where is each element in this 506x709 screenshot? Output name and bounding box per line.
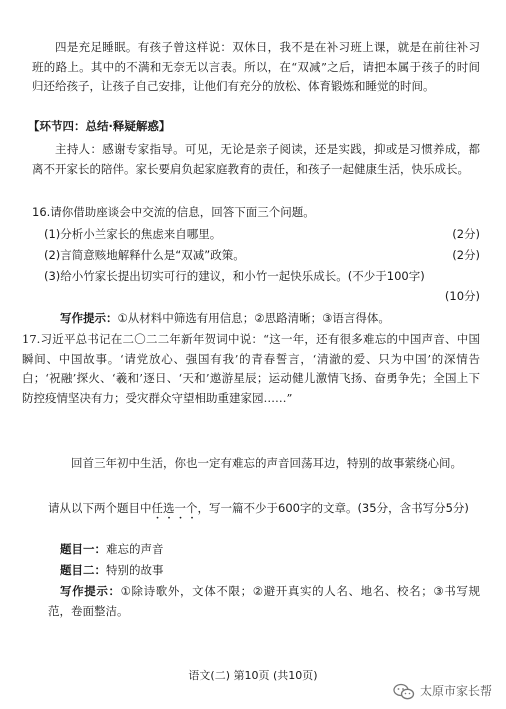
q16-item-2-text: (2)言简意赅地解释什么是“双减”政策。 bbox=[44, 248, 245, 262]
q16-item-1 bbox=[44, 225, 480, 245]
section4-heading: 【环节四：总结·释疑解惑】 bbox=[28, 119, 171, 133]
q17-instr-emphasis: 任选一个 bbox=[151, 501, 198, 515]
watermark bbox=[393, 682, 492, 702]
q17-title2-text: 特别的故事 bbox=[106, 563, 164, 577]
q16-item-3 bbox=[44, 267, 480, 306]
q17-title1-text: 难忘的声音 bbox=[106, 542, 164, 556]
q16-item-1-text: (1)分析小兰家长的焦虑来自哪里。 bbox=[44, 227, 222, 241]
q17-title2-label: 题目二： bbox=[60, 563, 106, 577]
q16-tip-label: 写作提示： bbox=[60, 311, 118, 325]
wechat-icon bbox=[393, 683, 415, 701]
q16-writing-tip bbox=[60, 309, 480, 329]
q17-tip-label: 写作提示： bbox=[60, 584, 121, 598]
q16-tip-text: ①从材料中筛选有用信息；②思路清晰；③语言得体。 bbox=[117, 311, 390, 325]
q16-stem: 16.请你借助座谈会中交流的信息，回答下面三个问题。 bbox=[32, 205, 315, 219]
section4-paragraph: 主持人：感谢专家指导。可见，无论是亲子阅读，还是实践，抑或是习惯养成，都离不开家长的陪伴。家长要肩负起家庭教育的责任，和孩子一起健康生活，快乐成长。 bbox=[32, 142, 480, 176]
q17-title-2 bbox=[60, 561, 480, 581]
q16-item-3-score: (10分) bbox=[444, 288, 480, 303]
q17-writing-tip bbox=[48, 582, 480, 621]
watermark-text: 太原市家长帮 bbox=[419, 684, 492, 698]
section3-paragraph: 四是充足睡眠。有孩子曾这样说：双休日，我不是在补习班上课，就是在前往补习班的路上。其中的不满和无奈无以言表。所以，在“双减”之后，请把本属于孩子的时间归还给孩子，让孩子自己安排，让他们有充分的放松、体育锻炼和睡觉的时间。 bbox=[32, 40, 480, 93]
q16-item-1-score: (2分) bbox=[452, 227, 480, 241]
q16-item-2-score: (2分) bbox=[452, 248, 480, 262]
q17-instr-a: 请从以下两个题目中 bbox=[48, 501, 152, 515]
q17-instruction bbox=[48, 497, 480, 522]
q17-paragraph-2: 回首三年初中生活，你也一定有难忘的声音回荡耳边，特别的故事萦绕心间。 bbox=[71, 456, 462, 470]
q17-instr-b: ，写一篇不少于600字的文章。(35分，含书写分5分) bbox=[197, 501, 469, 515]
page-footer: 语文(二) 第10页 (共10页) bbox=[188, 669, 318, 682]
q17-stem: 17.习近平总书记在二〇二二年新年贺词中说：“这一年，还有很多难忘的中国声音、中国瞬间、中国故事。‘请党放心、强国有我’的青春誓言，‘清澈的爱、只为中国’的深情告白；‘祝融’探火、‘羲和’逐日、‘天和’遨游星辰；运动健儿激情飞扬、奋勇争先；全国上下防控疫情坚决有力；受灾群众守望相助重建家园……” bbox=[22, 332, 480, 405]
q16-item-2 bbox=[44, 246, 480, 266]
q17-title-1 bbox=[60, 540, 480, 560]
q17-tip-text: ①除诗歌外，文体不限；②避开真实的人名、地名、校名；③书写规范，卷面整洁。 bbox=[48, 584, 480, 618]
q17-title1-label: 题目一： bbox=[60, 542, 106, 556]
q16-item-3-text: (3)给小竹家长提出切实可行的建议，和小竹一起快乐成长。(不少于100字) bbox=[44, 269, 425, 283]
